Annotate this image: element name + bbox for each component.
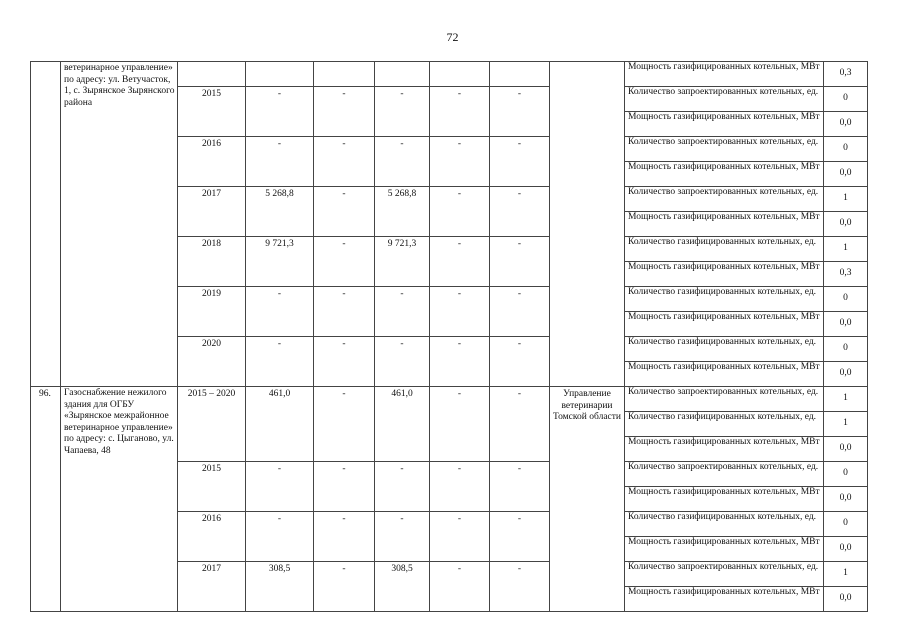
finance-value-cell: 461,0 bbox=[375, 387, 430, 462]
finance-value-cell: - bbox=[314, 562, 375, 612]
indicator-value-cell: 0 bbox=[824, 462, 868, 487]
indicator-value-cell: 0,0 bbox=[824, 487, 868, 512]
object-name-cell: Газоснабжение нежилого здания для ОГБУ «Зырянское межрайонное ветеринарное управление» по адресу: с. Цыганово, ул. Чапаева, 48 bbox=[61, 387, 178, 612]
year-cell: 2020 bbox=[178, 337, 246, 387]
finance-value-cell: - bbox=[430, 137, 490, 187]
finance-value-cell: - bbox=[490, 137, 550, 187]
year-cell: 2016 bbox=[178, 512, 246, 562]
empty-value-cell bbox=[375, 62, 430, 87]
indicator-cell: Количество запроектированных котельных, ед. bbox=[625, 562, 824, 587]
indicator-value-cell: 1 bbox=[824, 237, 868, 262]
finance-value-cell: - bbox=[490, 512, 550, 562]
finance-value-cell: - bbox=[490, 187, 550, 237]
finance-value-cell: 308,5 bbox=[375, 562, 430, 612]
responsible-cell bbox=[550, 62, 625, 387]
indicator-value-cell: 1 bbox=[824, 412, 868, 437]
finance-value-cell: - bbox=[314, 237, 375, 287]
indicator-value-cell: 0,0 bbox=[824, 212, 868, 237]
indicator-cell: Мощность газифицированных котельных, МВт bbox=[625, 212, 824, 237]
indicator-cell: Количество запроектированных котельных, ед. bbox=[625, 137, 824, 162]
finance-value-cell: - bbox=[246, 287, 314, 337]
indicator-value-cell: 1 bbox=[824, 187, 868, 212]
indicator-value-cell: 0 bbox=[824, 137, 868, 162]
indicator-value-cell: 0,0 bbox=[824, 312, 868, 337]
finance-value-cell: - bbox=[490, 337, 550, 387]
year-cell: 2017 bbox=[178, 562, 246, 612]
finance-value-cell: - bbox=[246, 337, 314, 387]
finance-value-cell: 9 721,3 bbox=[375, 237, 430, 287]
indicator-value-cell: 0,3 bbox=[824, 62, 868, 87]
indicator-value-cell: 0,0 bbox=[824, 162, 868, 187]
finance-value-cell: - bbox=[430, 462, 490, 512]
indicator-cell: Количество запроектированных котельных, ед. bbox=[625, 87, 824, 112]
finance-value-cell: - bbox=[430, 562, 490, 612]
indicator-cell: Мощность газифицированных котельных, МВт bbox=[625, 437, 824, 462]
finance-value-cell: - bbox=[314, 137, 375, 187]
page-number: 72 bbox=[446, 30, 459, 44]
finance-value-cell: 461,0 bbox=[246, 387, 314, 462]
finance-value-cell: - bbox=[375, 462, 430, 512]
indicator-cell: Количество запроектированных котельных, ед. bbox=[625, 462, 824, 487]
empty-value-cell bbox=[178, 62, 246, 87]
indicator-cell: Мощность газифицированных котельных, МВт bbox=[625, 162, 824, 187]
finance-value-cell: - bbox=[314, 337, 375, 387]
indicator-value-cell: 0,0 bbox=[824, 437, 868, 462]
year-cell: 2015 bbox=[178, 87, 246, 137]
indicator-cell: Мощность газифицированных котельных, МВт bbox=[625, 537, 824, 562]
finance-value-cell: - bbox=[430, 237, 490, 287]
finance-value-cell: - bbox=[430, 512, 490, 562]
empty-value-cell bbox=[314, 62, 375, 87]
year-cell: 2016 bbox=[178, 137, 246, 187]
indicator-cell: Количество запроектированных котельных, ед. bbox=[625, 387, 824, 412]
object-name-cell: ветеринарное управление» по адресу: ул. Ветучасток, 1, с. Зырянское Зырянского района bbox=[61, 62, 178, 387]
indicator-value-cell: 1 bbox=[824, 562, 868, 587]
indicator-value-cell: 0 bbox=[824, 512, 868, 537]
indicator-cell: Мощность газифицированных котельных, МВт bbox=[625, 62, 824, 87]
finance-value-cell: - bbox=[430, 187, 490, 237]
indicator-value-cell: 1 bbox=[824, 387, 868, 412]
year-cell: 2018 bbox=[178, 237, 246, 287]
row-number-cell bbox=[31, 62, 61, 387]
indicator-value-cell: 0,0 bbox=[824, 112, 868, 137]
finance-value-cell: - bbox=[246, 137, 314, 187]
finance-value-cell: - bbox=[490, 387, 550, 462]
finance-value-cell: - bbox=[490, 87, 550, 137]
finance-value-cell: - bbox=[314, 287, 375, 337]
indicator-cell: Мощность газифицированных котельных, МВт bbox=[625, 312, 824, 337]
finance-value-cell: - bbox=[490, 237, 550, 287]
row-number-cell: 96. bbox=[31, 387, 61, 612]
finance-value-cell: 5 268,8 bbox=[375, 187, 430, 237]
responsible-cell: Управление ветеринарии Томской области bbox=[550, 387, 625, 612]
finance-value-cell: - bbox=[375, 137, 430, 187]
year-cell: 2017 bbox=[178, 187, 246, 237]
indicator-value-cell: 0,0 bbox=[824, 362, 868, 387]
finance-value-cell: - bbox=[430, 337, 490, 387]
empty-value-cell bbox=[430, 62, 490, 87]
finance-value-cell: - bbox=[314, 187, 375, 237]
indicator-cell: Мощность газифицированных котельных, МВт bbox=[625, 362, 824, 387]
indicator-value-cell: 0,0 bbox=[824, 587, 868, 612]
indicator-cell: Мощность газифицированных котельных, МВт bbox=[625, 587, 824, 612]
finance-value-cell: - bbox=[430, 387, 490, 462]
finance-value-cell: - bbox=[314, 512, 375, 562]
finance-value-cell: - bbox=[430, 287, 490, 337]
finance-value-cell: - bbox=[375, 87, 430, 137]
table-row bbox=[31, 62, 868, 87]
finance-value-cell: - bbox=[375, 512, 430, 562]
finance-value-cell: - bbox=[246, 462, 314, 512]
finance-value-cell: - bbox=[490, 287, 550, 337]
finance-value-cell: - bbox=[246, 512, 314, 562]
finance-value-cell: - bbox=[314, 87, 375, 137]
finance-value-cell: - bbox=[430, 87, 490, 137]
indicator-cell: Количество газифицированных котельных, ед. bbox=[625, 237, 824, 262]
indicator-value-cell: 0 bbox=[824, 337, 868, 362]
table-row bbox=[31, 387, 868, 412]
indicator-cell: Мощность газифицированных котельных, МВт bbox=[625, 487, 824, 512]
indicator-value-cell: 0 bbox=[824, 287, 868, 312]
indicator-cell: Мощность газифицированных котельных, МВт bbox=[625, 112, 824, 137]
empty-value-cell bbox=[246, 62, 314, 87]
indicator-cell: Количество газифицированных котельных, ед. bbox=[625, 412, 824, 437]
finance-value-cell: 9 721,3 bbox=[246, 237, 314, 287]
indicator-cell: Количество газифицированных котельных, ед. bbox=[625, 512, 824, 537]
indicator-cell: Количество запроектированных котельных, ед. bbox=[625, 187, 824, 212]
indicator-cell: Количество газифицированных котельных, ед. bbox=[625, 287, 824, 312]
indicator-value-cell: 0,0 bbox=[824, 537, 868, 562]
program-table bbox=[30, 61, 868, 612]
finance-value-cell: - bbox=[490, 562, 550, 612]
year-cell: 2015 – 2020 bbox=[178, 387, 246, 462]
year-cell: 2019 bbox=[178, 287, 246, 337]
indicator-cell: Количество газифицированных котельных, ед. bbox=[625, 337, 824, 362]
year-cell: 2015 bbox=[178, 462, 246, 512]
indicator-value-cell: 0 bbox=[824, 87, 868, 112]
finance-value-cell: - bbox=[375, 337, 430, 387]
finance-value-cell: 308,5 bbox=[246, 562, 314, 612]
indicator-cell: Мощность газифицированных котельных, МВт bbox=[625, 262, 824, 287]
finance-value-cell: - bbox=[490, 462, 550, 512]
finance-value-cell: - bbox=[246, 87, 314, 137]
indicator-value-cell: 0,3 bbox=[824, 262, 868, 287]
finance-value-cell: 5 268,8 bbox=[246, 187, 314, 237]
finance-value-cell: - bbox=[314, 462, 375, 512]
empty-value-cell bbox=[490, 62, 550, 87]
finance-value-cell: - bbox=[375, 287, 430, 337]
finance-value-cell: - bbox=[314, 387, 375, 462]
